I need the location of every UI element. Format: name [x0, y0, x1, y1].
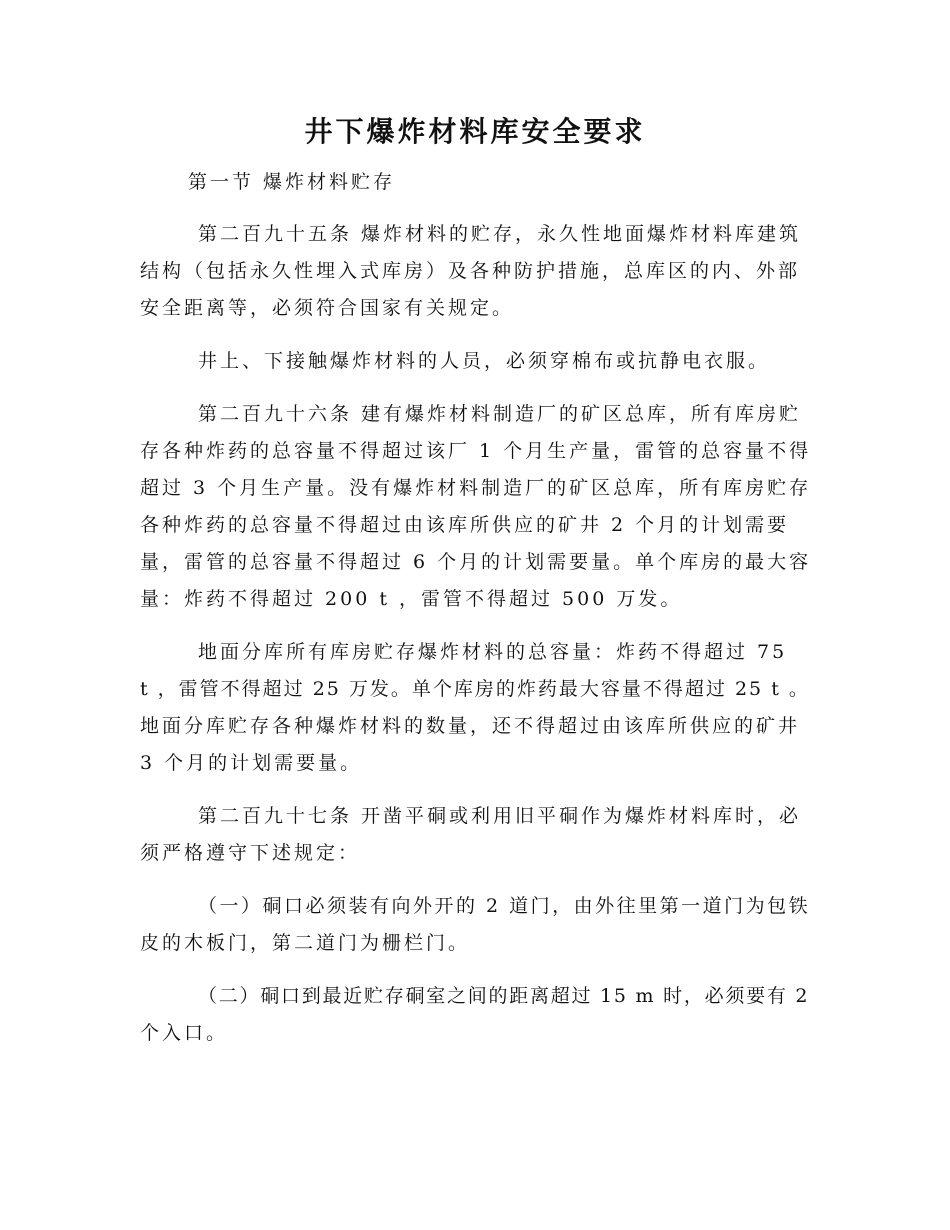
paragraph-line: 皮的木板门，第二道门为栅栏门。	[140, 932, 471, 954]
paragraph-line: 量：炸药不得超过 200 t ，雷管不得超过 500 万发。	[140, 588, 683, 610]
section-heading: 第一节 爆炸材料贮存	[188, 171, 396, 193]
paragraph-line: （一）硐口必须装有向外开的 2 道门，由外往里第一道门为包铁	[198, 895, 811, 917]
paragraph-line: （二）硐口到最近贮存硐室之间的距离超过 15 m 时，必须要有 2	[198, 985, 810, 1007]
paragraph-line: 地面分库所有库房贮存爆炸材料的总容量：炸药不得超过 75	[198, 641, 788, 663]
paragraph-line: 安全距离等，必须符合国家有关规定。	[140, 297, 515, 319]
paragraph-line: 井上、下接触爆炸材料的人员，必须穿棉布或抗静电衣服。	[198, 350, 771, 372]
paragraph-line: 3 个月的计划需要量。	[140, 752, 363, 774]
paragraph-line: 地面分库贮存各种爆炸材料的数量，还不得超过由该库所供应的矿井	[140, 715, 801, 737]
paragraph-line: 存各种炸药的总容量不得超过该厂 1 个月生产量，雷管的总容量不得	[140, 440, 812, 462]
paragraph-line: 第二百九十七条 开凿平硐或利用旧平硐作为爆炸材料库时，必	[198, 805, 802, 827]
paragraph-line: t ，雷管不得超过 25 万发。单个库房的炸药最大容量不得超过 25 t 。	[140, 678, 810, 700]
paragraph-line: 结构（包括永久性埋入式库房）及各种防护措施，总库区的内、外部	[140, 260, 801, 282]
paragraph-line: 个入口。	[140, 1022, 229, 1044]
paragraph-line: 超过 3 个月生产量。没有爆炸材料制造厂的矿区总库，所有库房贮存	[140, 477, 812, 499]
paragraph-line: 须严格遵守下述规定：	[140, 842, 361, 864]
paragraph-line: 量，雷管的总容量不得超过 6 个月的计划需要量。单个库房的最大容	[140, 551, 812, 573]
document-title: 井下爆炸材料库安全要求	[304, 115, 646, 148]
paragraph-line: 各种炸药的总容量不得超过由该库所供应的矿井 2 个月的计划需要	[140, 514, 790, 536]
paragraph-line: 第二百九十六条 建有爆炸材料制造厂的矿区总库，所有库房贮	[198, 403, 802, 425]
paragraph-line: 第二百九十五条 爆炸材料的贮存，永久性地面爆炸材料库建筑	[198, 223, 802, 245]
